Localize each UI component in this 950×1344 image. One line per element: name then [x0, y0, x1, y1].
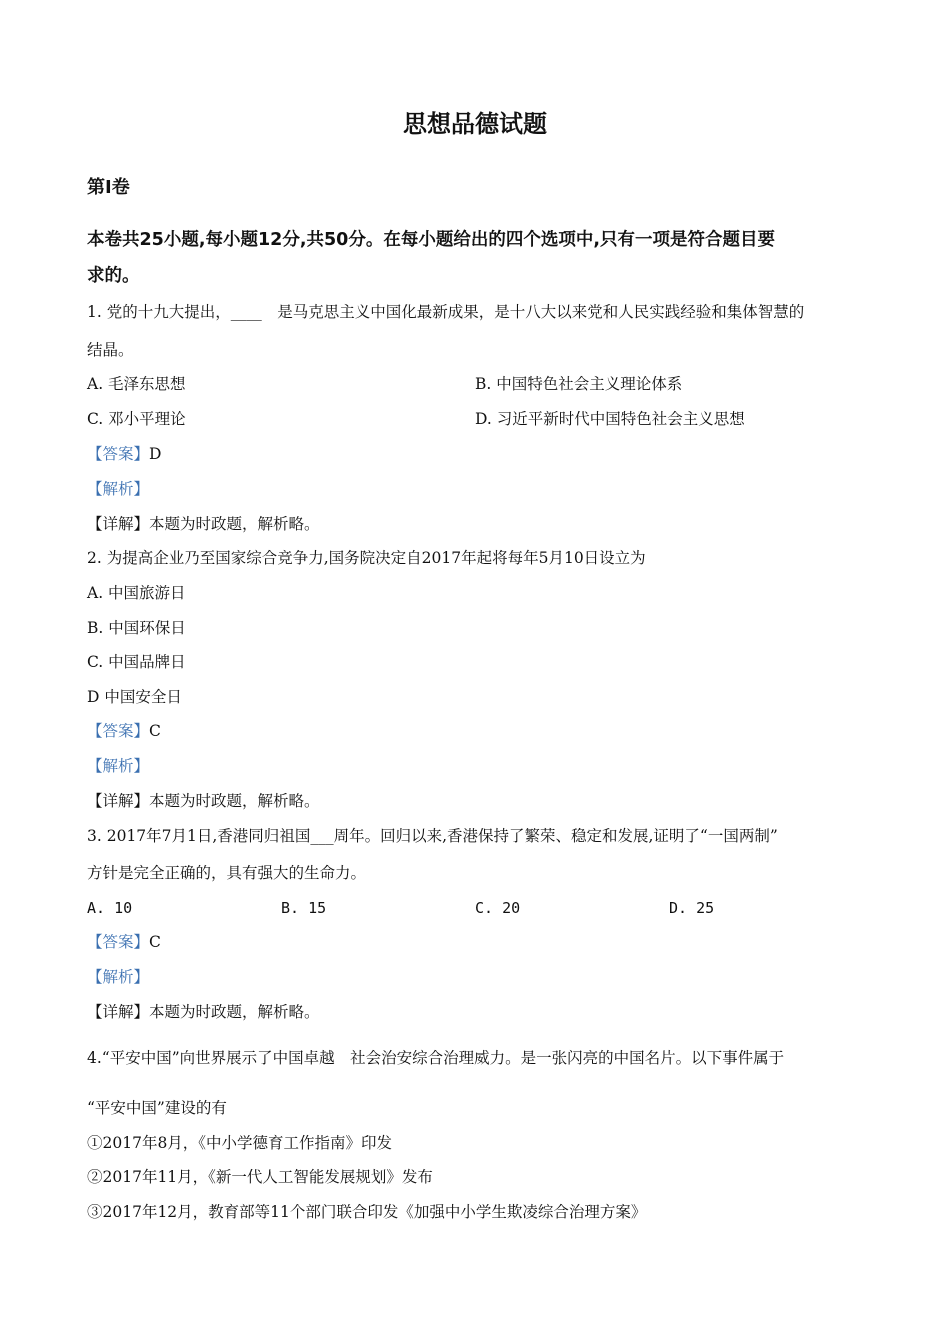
q1-analysis-tag: 【解析】 — [87, 480, 150, 498]
q3-stem-line-2: 方针是完全正确的，具有强大的生命力。 — [87, 864, 367, 882]
q1-option-d: D. 习近平新时代中国特色社会主义思想 — [475, 410, 745, 428]
q1-option-c: C. 邓小平理论 — [87, 410, 186, 428]
answer-tag: 【答案】 — [87, 933, 150, 951]
q1-answer — [87, 444, 161, 464]
page-title: 思想品德试题 — [403, 110, 547, 138]
q3-stem-line-1: 3. 2017年7月1日,香港同归祖国___周年。回归以来,香港保持了繁荣、稳定和发展,证明了“一国两制” — [87, 827, 778, 845]
q3-option-c: C. 20 — [475, 899, 521, 917]
q1-detail: 【详解】本题为时政题，解析略。 — [87, 515, 320, 533]
instruction-line-2: 求的。 — [87, 266, 140, 286]
instruction-line-1: 本卷共25小题,每小题12分,共50分。在每小题给出的四个选项中,只有一项是符合题目要 — [87, 230, 776, 250]
q4-stem-line-1: 4.“平安中国”向世界展示了中国卓越 社会治安综合治理威力。是一张闪亮的中国名片。以下事件属于 — [87, 1049, 785, 1067]
q2-option-a: A. 中国旅游日 — [87, 584, 186, 602]
section-heading: 第Ⅰ卷 — [87, 177, 130, 198]
q2-detail: 【详解】本题为时政题，解析略。 — [87, 792, 320, 810]
answer-value: C — [149, 722, 161, 740]
q1-stem-line-2: 结晶。 — [87, 341, 134, 359]
answer-tag: 【答案】 — [87, 722, 150, 740]
q3-answer — [87, 932, 161, 952]
q3-detail: 【详解】本题为时政题，解析略。 — [87, 1003, 320, 1021]
q2-analysis-tag: 【解析】 — [87, 757, 150, 775]
q4-item-2: ②2017年11月，《新一代人工智能发展规划》发布 — [87, 1168, 433, 1186]
q1-option-b: B. 中国特色社会主义理论体系 — [475, 375, 683, 393]
q1-option-a: A. 毛泽东思想 — [87, 375, 186, 393]
q2-stem: 2. 为提高企业乃至国家综合竞争力,国务院决定自2017年起将每年5月10日设立为 — [87, 549, 646, 567]
q4-stem-line-2: “平安中国”建设的有 — [87, 1099, 227, 1117]
q2-option-b: B. 中国环保日 — [87, 619, 186, 637]
q3-analysis-tag: 【解析】 — [87, 968, 150, 986]
q2-option-d: D 中国安全日 — [87, 688, 182, 706]
q3-option-d: D. 25 — [669, 899, 715, 917]
q2-answer — [87, 721, 161, 741]
q4-item-1: ①2017年8月，《中小学德育工作指南》印发 — [87, 1134, 393, 1152]
q1-stem-line-1: 1. 党的十九大提出，____ 是马克思主义中国化最新成果，是十八大以来党和人民实践经验和集体智慧的 — [87, 303, 805, 321]
q4-item-3: ③2017年12月，教育部等11个部门联合印发《加强中小学生欺凌综合治理方案》 — [87, 1203, 647, 1221]
answer-tag: 【答案】 — [87, 445, 150, 463]
q3-option-a: A. 10 — [87, 899, 133, 917]
q2-option-c: C. 中国品牌日 — [87, 653, 186, 671]
q3-option-b: B. 15 — [281, 899, 327, 917]
answer-value: C — [149, 933, 161, 951]
answer-value: D — [149, 445, 162, 463]
